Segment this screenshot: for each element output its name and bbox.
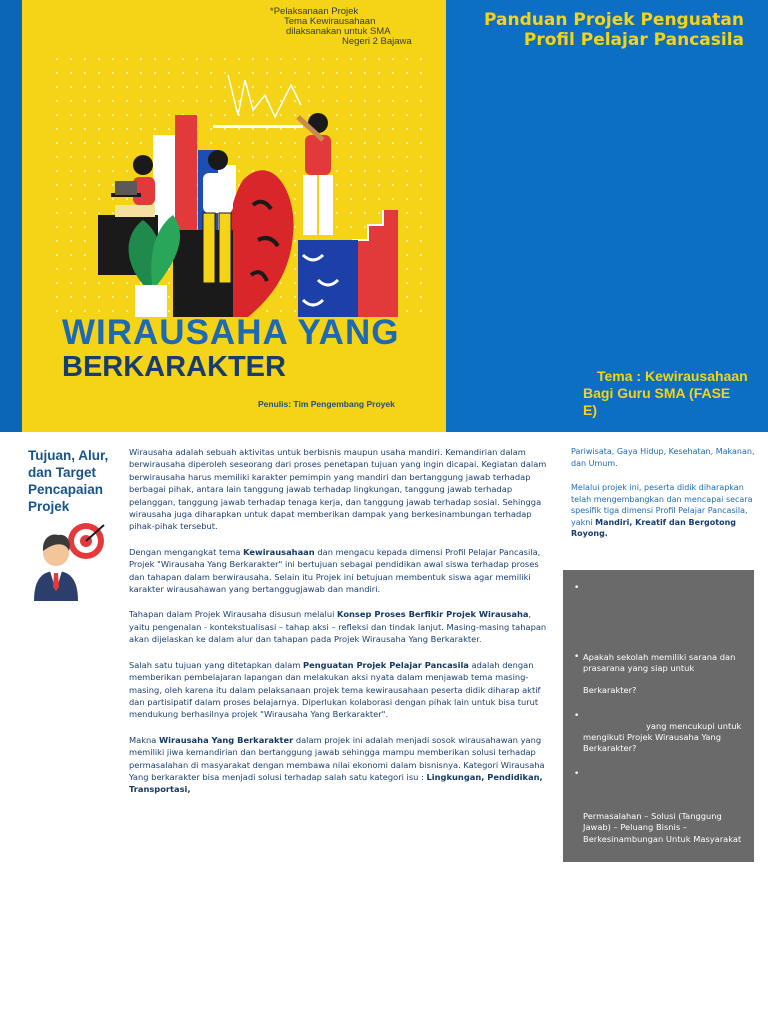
main-title: WIRAUSAHA YANG <box>62 313 400 352</box>
theme-line-2: Bagi Guru SMA (FASE <box>583 385 731 401</box>
bullet-2: • <box>574 652 580 662</box>
theme-block <box>583 368 763 419</box>
note-line-4: Negeri 2 Bajawa <box>342 36 412 47</box>
body-paragraph-3: Tahapan dalam Projek Wirausaha disusun melalui Konsep Proses Berfikir Projek Wirausaha, yaitu pengenalan - kontekstualisasi – tahap aksi – refleksi dan tindak lanjut. Masing-masing tahapan akan dijelaskan ke dalam alur dan tahapan pada Projek Wirausaha Yang Berkarakter. <box>129 609 547 645</box>
implementation-note <box>270 7 430 47</box>
right-paragraph-2: Melalui projek ini, peserta didik diharapkan telah mengembangkan dan mencapai secara spesifik tiga dimensi Profil Pelajar Pancasila, yakni Mandiri, Kreatif dan Bergotong Royong. <box>571 483 753 538</box>
guide-title-line-2: Profil Pelajar Pancasila <box>523 30 744 50</box>
main-body-text <box>129 446 551 809</box>
bullet-3: • <box>574 711 580 721</box>
bullet-1: • <box>574 583 580 593</box>
body-paragraph-2: Dengan mengangkat tema Kewirausahaan dan mengacu kepada dimensi Profil Pelajar Pancasila, Projek "Wirausaha Yang Berkarakter" ini bertujuan sebagai pendidikan awal siswa terhadap proses dan tahapan dalam berwirausaha. Selain itu Projek ini betujuan membentuk siswa agar memiliki karakter wirausahawan yang bertanggugjawab dan mandiri. <box>129 546 541 595</box>
panel-question-1b: Berkarakter? <box>583 685 637 695</box>
panel-question-1: Apakah sekolah memiliki sarana dan prasarana yang siap untuk <box>583 652 736 674</box>
cover-illustration <box>53 55 428 317</box>
guide-title <box>454 10 744 50</box>
author-credit: Penulis: Tim Pengembang Proyek <box>258 399 395 409</box>
sub-title: BERKARAKTER <box>62 351 286 383</box>
note-line-3: dilaksanakan untuk SMA <box>286 26 391 37</box>
body-paragraph-1: Wirausaha adalah sebuah aktivitas untuk berbisnis maupun usaha mandiri. Kemandirian dalam berwirausaha diperoleh seseorang dari proses penetapan tujuan yang ingin dicapai. Kegiatan dalam berwirausaha harus memiliki karakter pemimpin yang mandiri dan bertanggung jawab terhadap berbagai pihak, antara lain tanggung jawab terhadap lingkungan, tanggung jawab terhadap pelanggan, tanggung jawab terhadap tenaga kerja, dan tanggung jawab terhadap sosial. Sehingga wirausaha juga diharapkan untuk dapat memberikan dampak yang berkesinambungan terhadap pihak-pihak tersebut. <box>129 447 547 532</box>
body-paragraph-5: Makna Wirausaha Yang Berkarakter dalam projek ini adalah menjadi sosok wirausahawan yang memiliki jiwa kemandirian dan bertanggung jawab sehingga mampu memberikan solusi terhadap permasalahan di masyarakat dengan membawa nilai ekonomi dalam bisnisnya. Kategori Wirausaha Yang berkarakter bisa menjadi solusi terhadap salah satu kategori isu : Lingkungan, Pendidikan, Transportasi, <box>129 734 545 795</box>
section-title: Tujuan, Alur, dan Target Pencapaian Projek <box>28 448 109 514</box>
note-line-1: *Pelaksanaan Projek <box>270 6 359 17</box>
panel-question-2: yang mencukupi untuk <box>646 721 742 731</box>
note-line-2: Tema Kewirausahaan <box>284 16 376 27</box>
theme-line-3: E) <box>583 402 597 418</box>
businessman-target-icon <box>26 515 112 601</box>
panel-question-2b: mengikuti Projek Wirausaha Yang Berkarakter? <box>583 732 722 754</box>
bullet-4: • <box>574 769 580 779</box>
cover-left-stripe <box>0 0 22 432</box>
panel-framework-text: Permasalahan – Solusi (Tanggung Jawab) – Peluang Bisnis – Berkesinambungan Untuk Masyarakat <box>583 811 742 844</box>
right-paragraph-1: Pariwisata, Gaya Hidup, Kesehatan, Makanan, dan Umum. <box>571 447 755 468</box>
body-paragraph-4: Salah satu tujuan yang ditetapkan dalam Penguatan Projek Pelajar Pancasila adalah dengan memberikan pembelajaran lapangan dan melakukan aksi nyata dalam menjawab tema masing-masing, oleh karena itu dalam pelaksanaan projek tema kewirausahaan peserta didik diharap aktif dan partisipatif dalam proses belajarnya. Diperlukan kolaborasi dengan pihak lain untuk bisa turut mendukung berhasilnya projek "Wirausaha Yang Berkarakter". <box>129 659 541 720</box>
theme-line-1: Tema : Kewirausahaan <box>597 368 748 384</box>
guide-title-line-1: Panduan Projek Penguatan <box>484 10 744 30</box>
right-column-text <box>571 446 757 553</box>
